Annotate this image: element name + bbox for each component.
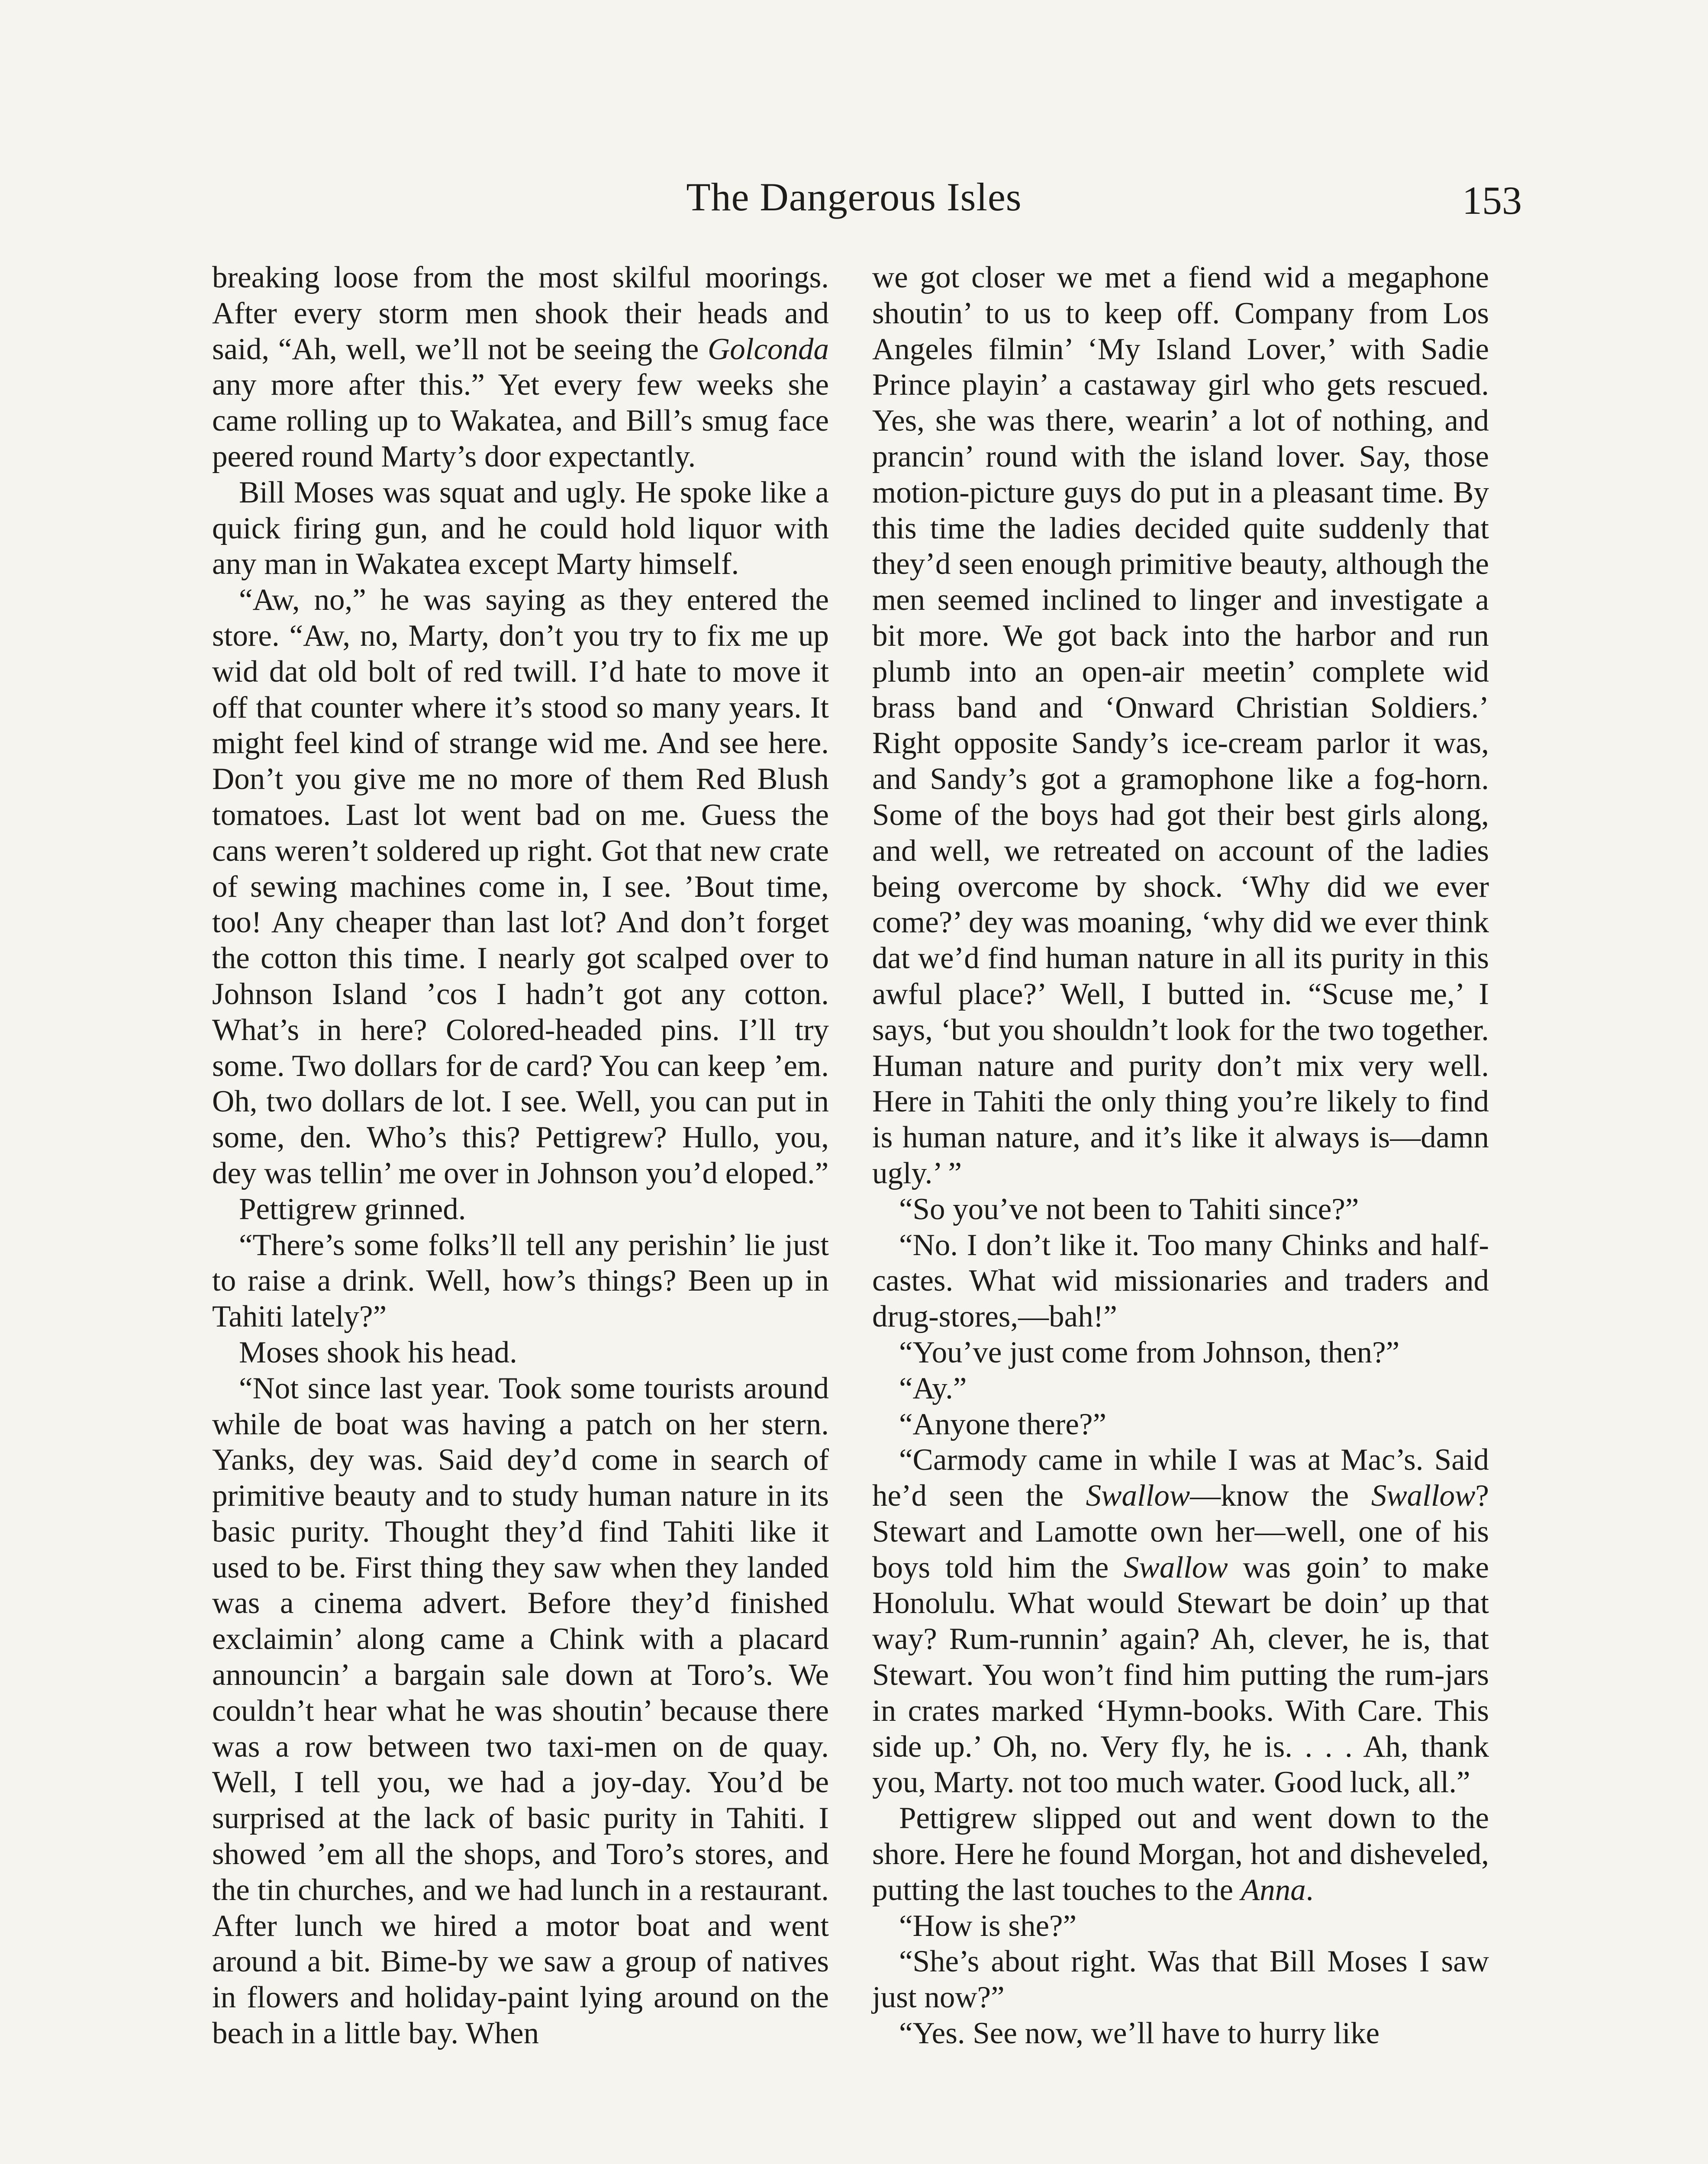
- paragraph: “Not since last year. Took some tourists around while de boat was having a patch on her stern. Yanks, dey was. Said dey’d come in search of primitive beauty and to study human nature in its basic purity. Thought they’d find Tahiti like it used to be. First thing they saw when they landed was a cinema advert. Before they’d finished exclaimin’ along came a Chink with a placard announcin’ a bargain sale down at Toro’s. We couldn’t hear what he was shoutin’ because there was a row between two taxi-men on de quay. Well, I tell you, we had a joy-day. You’d be surprised at the lack of basic purity in Tahiti. I showed ’em all the shops, and Toro’s stores, and the tin churches, and we had lunch in a restaurant. After lunch we hired a motor boat and went around a bit. Bime-by we saw a group of natives in flowers and holiday-paint lying around on the beach in a little bay. When: [212, 1371, 829, 2051]
- paragraph: “Aw, no,” he was saying as they entered the store. “Aw, no, Marty, don’t you try to fix me up wid dat old bolt of red twill. I’d hate to move it off that counter where it’s stood so many years. It might feel kind of strange wid me. And see here. Don’t you give me no more of them Red Blush tomatoes. Last lot went bad on me. Guess the cans weren’t soldered up right. Got that new crate of sewing machines come in, I see. ’Bout time, too! Any cheaper than last lot? And don’t forget the cotton this time. I nearly got scalped over to Johnson Island ’cos I hadn’t got any cotton. What’s in here? Colored-headed pins. I’ll try some. Two dollars for de card? You can keep ’em. Oh, two dollars de lot. I see. Well, you can put in some, den. Who’s this? Pettigrew? Hullo, you, dey was tellin’ me over in Johnson you’d eloped.”: [212, 583, 829, 1190]
- paragraph: “How is she?”: [899, 1909, 1077, 1943]
- paragraph: “Carmody came in while I was at Mac’s. Said he’d seen the Swallow—know the Swallow? Stewart and Lamotte own her—well, one of his boys told him the Swallow was goin’ to make Honolulu. What would Stewart be doin’ up that way? Rum-runnin’ again? Ah, clever, he is, that Stewart. You won’t find him putting the rum-jars in crates marked ‘Hymn-books. With Care. This side up.’ Oh, no. Very fly, he is. . . . Ah, thank you, Marty. not too much water. Good luck, all.”: [872, 1443, 1489, 1800]
- paragraph: “There’s some folks’ll tell any perishin’ lie just to raise a drink. Well, how’s things? Been up in Tahiti lately?”: [212, 1228, 829, 1334]
- ship-name: Anna: [1241, 1873, 1306, 1907]
- ship-name: Swallow: [1086, 1479, 1190, 1513]
- page-header: [0, 171, 1708, 227]
- paragraph: “Yes. See now, we’ll have to hurry like: [899, 2016, 1380, 2051]
- running-title: The Dangerous Isles: [686, 175, 1022, 219]
- paragraph: “Ay.”: [899, 1371, 967, 1405]
- paragraph: we got closer we met a fiend wid a megaphone shoutin’ to us to keep off. Company from Los Angeles filmin’ ‘My Island Lover,’ with Sadie Prince playin’ a castaway girl who gets rescued. Yes, she was there, wearin’ a lot of nothing, and prancin’ round with the island lover. Say, those motion-picture guys do put in a pleasant time. By this time the ladies decided quite suddenly that they’d seen enough primitive beauty, although the men seemed inclined to linger and investigate a bit more. We got back into the harbor and run plumb into an open-air meetin’ complete wid brass band and ‘Onward Christian Soldiers.’ Right opposite Sandy’s ice-cream parlor it was, and Sandy’s got a gramophone like a fog-horn. Some of the boys had got their best girls along, and well, we retreated on account of the ladies being overcome by shock. ‘Why did we ever come?’ dey was moaning, ‘why did we ever think dat we’d find human nature in all its purity in this awful place?’ Well, I butted in. “Scuse me,’ I says, ‘but you shouldn’t look for the two together. Human nature and purity don’t mix very well. Here in Tahiti the only thing you’re likely to find is human nature, and it’s like it always is—damn ugly.’ ”: [872, 261, 1489, 1190]
- paragraph: Moses shook his head.: [239, 1335, 517, 1369]
- paragraph: Pettigrew slipped out and went down to the shore. Here he found Morgan, hot and disheveled, putting the last touches to the Anna.: [872, 1801, 1489, 1907]
- left-column: [212, 260, 829, 2051]
- paragraph: “No. I don’t like it. Too many Chinks and half-castes. What wid missionaries and traders and drug-stores,—bah!”: [872, 1228, 1489, 1334]
- ship-name: Swallow: [1124, 1550, 1228, 1584]
- paragraph: “You’ve just come from Johnson, then?”: [899, 1335, 1400, 1369]
- paragraph: Pettigrew grinned.: [239, 1192, 466, 1226]
- paragraph: “Anyone there?”: [899, 1407, 1106, 1441]
- paragraph: “So you’ve not been to Tahiti since?”: [899, 1192, 1359, 1226]
- ship-name: Swallow: [1371, 1479, 1476, 1513]
- page-number: 153: [1462, 178, 1522, 222]
- right-column: [872, 260, 1489, 2051]
- ship-name: Golconda: [707, 332, 829, 366]
- paragraph: “She’s about right. Was that Bill Moses I saw just now?”: [872, 1945, 1489, 2015]
- paragraph: Bill Moses was squat and ugly. He spoke like a quick firing gun, and he could hold liquor with any man in Wakatea except Marty himself.: [212, 475, 829, 581]
- paragraph: breaking loose from the most skilful moorings. After every storm men shook their heads and said, “Ah, well, we’ll not be seeing the Golconda any more after this.” Yet every few weeks she came rolling up to Wakatea, and Bill’s smug face peered round Marty’s door expectantly.: [212, 261, 829, 473]
